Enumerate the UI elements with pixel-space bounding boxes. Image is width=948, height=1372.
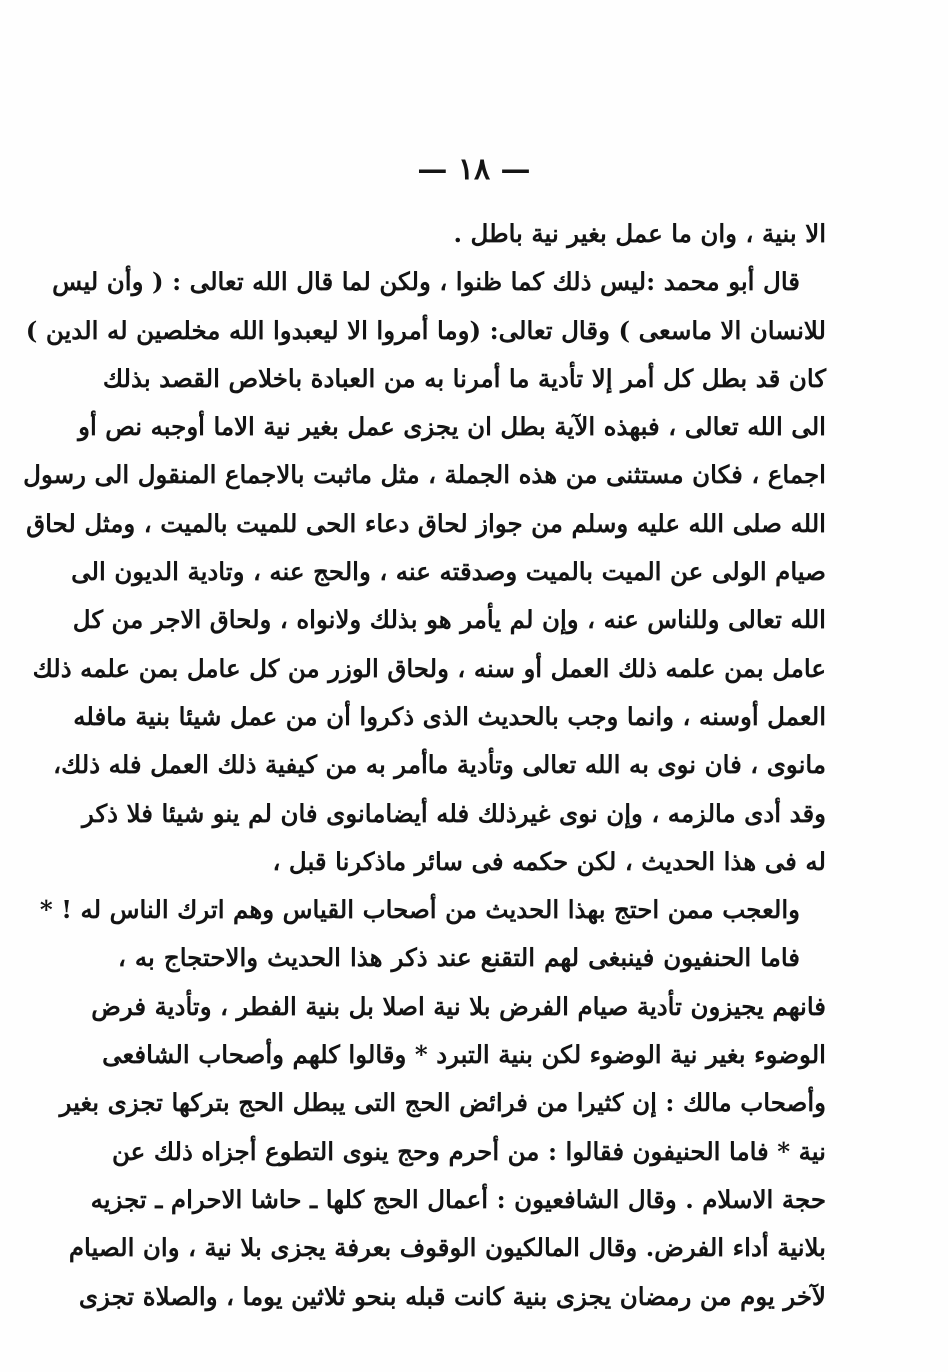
page-number: — ١٨ —: [417, 152, 531, 187]
text-line: اجماع ، فكان مستثنى من هذه الجملة ، مثل ماثبت بالاجماع المنقول الى رسول: [23, 460, 826, 490]
text-line: الى الله تعالى ، فبهذه الآية بطل ان يجزى عمل بغير نية الاما أوجبه نص أو: [78, 412, 826, 442]
text-line: الا بنية ، وان ما عمل بغير نية باطل .: [453, 219, 826, 248]
text-line: بلانية أداء الفرض. وقال المالكيون الوقوف بعرفة يجزى بلا نية ، وان الصيام: [68, 1233, 826, 1263]
text-line: فاما الحنفيون فينبغى لهم التقنع عند ذكر هذا الحديث والاحتجاج به ،: [118, 943, 800, 973]
text-line: العمل أوسنه ، وانما وجب بالحديث الذى ذكروا أن من عمل شيئا بنية مافله: [73, 701, 826, 731]
text-line: وقد أدى مالزمه ، وإن نوى غيرذلك فله أيضامانوى فان لم ينو شيئا فلا ذكر: [81, 798, 826, 828]
text-line: له فى هذا الحديث ، لكن حكمه فى سائر ماذكرنا قبل ،: [272, 846, 826, 876]
text-line: الله صلى الله عليه وسلم من جواز لحاق دعاء الحى للميت بالميت ، ومثل لحاق: [26, 508, 826, 538]
text-line: لآخر يوم من رمضان يجزى بنية كانت قبله بنحو ثلاثين يوما ، والصلاة تجزى: [78, 1281, 826, 1311]
text-line: الوضوء بغير نية الوضوء لكن بنية التبرد * وقالوا كلهم وأصحاب الشافعى: [102, 1040, 826, 1070]
text-line: حجة الاسلام . وقال الشافعيون : أعمال الحج كلها ـ حاشا الاحرام ـ تجزيه: [90, 1184, 826, 1214]
text-line: نية * فاما الحنيفون فقالوا : من أحرم وحج ينوى التطوع أجزاه ذلك عن: [112, 1136, 826, 1166]
text-line: فانهم يجيزون تأدية صيام الفرض بلا نية اصلا بل بنية الفطر ، وتأدية فرض: [91, 991, 826, 1021]
body-text: [23, 210, 826, 1321]
text-line: عامل بمن علمه ذلك العمل أو سنه ، ولحاق الوزر من كل عامل بمن علمه ذلك: [32, 653, 826, 683]
text-line: والعجب ممن احتج بهذا الحديث من أصحاب القياس وهم اترك الناس له ! *: [39, 895, 800, 925]
text-line: وأصحاب مالك : إن كثيرا من فرائض الحج التى يبطل الحج بتركها تجزى بغير: [59, 1088, 826, 1118]
text-line: كان قد بطل كل أمر إلا تأدية ما أمرنا به من العبادة باخلاص القصد بذلك: [102, 363, 826, 393]
text-line: الله تعالى وللناس عنه ، وإن لم يأمر هو بذلك ولانواه ، ولحاق الاجر من كل: [72, 605, 826, 635]
text-line: صيام الولى عن الميت بالميت وصدقته عنه ، والحج عنه ، وتادية الديون الى: [71, 557, 826, 587]
text-line: مانوى ، فان نوى به الله تعالى وتأدية ماأمر به من كيفية ذلك العمل فله ذلك،: [53, 750, 826, 780]
text-line: للانسان الا ماسعى ) وقال تعالى: (وما أمروا الا ليعبدوا الله مخلصين له الدين ): [25, 315, 826, 345]
text-line: قال أبو محمد :ليس ذلك كما ظنوا ، ولكن لما قال الله تعالى : ( وأن ليس: [52, 267, 800, 297]
